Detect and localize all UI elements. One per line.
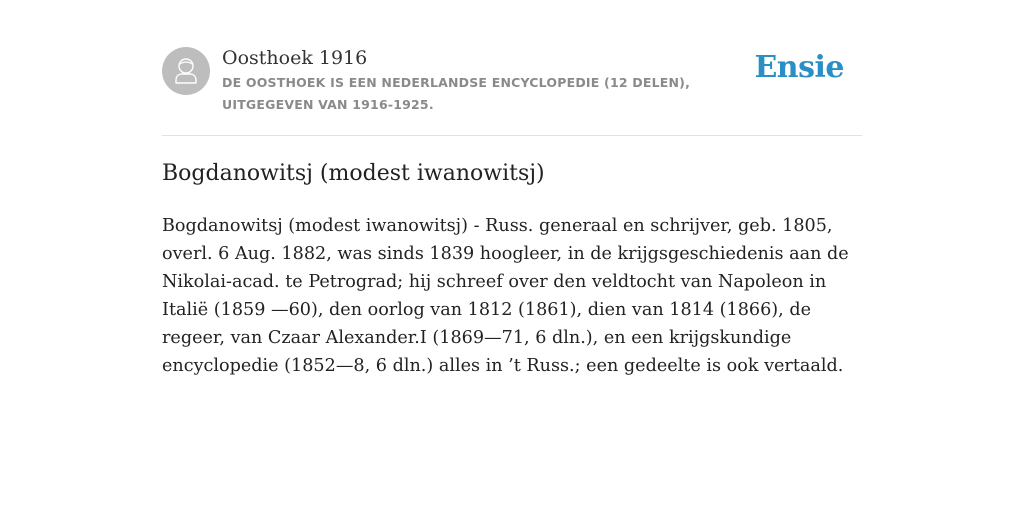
divider [162,135,862,136]
avatar[interactable] [162,47,210,95]
article-title: Bogdanowitsj (modest iwanowitsj) [162,161,545,186]
source-info [222,44,762,116]
user-icon [162,47,210,95]
brand-logo[interactable]: Ensie [754,50,844,85]
source-header [162,44,862,116]
source-title[interactable]: Oosthoek 1916 [222,47,368,69]
source-description: DE OOSTHOEK IS EEN NEDERLANDSE ENCYCLOPEDIE (12 DELEN), UITGEGEVEN VAN 1916-1925. [222,75,691,112]
article-body: Bogdanowitsj (modest iwanowitsj) - Russ. generaal en schrijver, geb. 1805, overl. 6 Aug. 1882, was sinds 1839 hoogleer, in de krijgsgeschiedenis aan de Nikolai-acad. te Petrograd; hij schreef over den veldtocht van Napoleon in Italië (1859 —60), den oorlog van 1812 (1861), dien van 1814 (1866), de regeer, van Czaar Alexander.I (1869—71, 6 dln.), en een krijgskundige encyclopedie (1852—8, 6 dln.) alles in ’t Russ.; een gedeelte is ook vertaald. [162,216,849,376]
